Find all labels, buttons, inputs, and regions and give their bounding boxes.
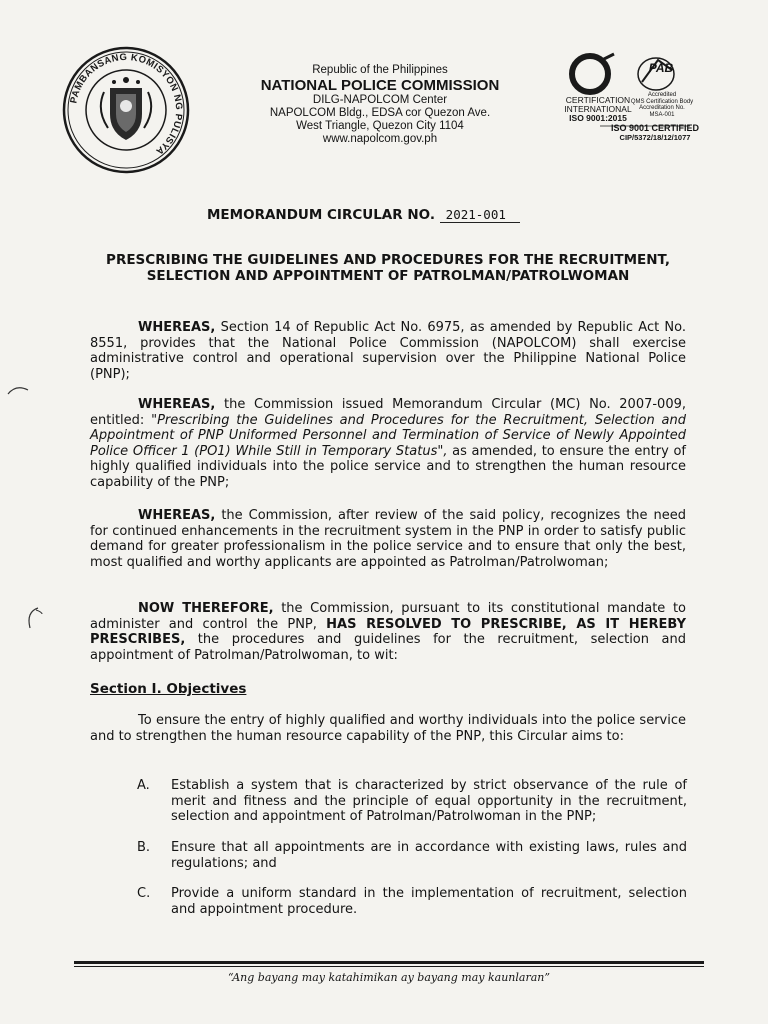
- republic-line: Republic of the Philippines: [312, 64, 448, 76]
- p1-text: Section 14 of Republic Act No. 6975, as amended by Republic Act No. 8551, provides that the National Police Commission (NAPOLCOM) shall exercise administrative control and operational supervision over the Philippine National Police (PNP);: [90, 320, 686, 382]
- p2-text-1: the Commission issued Memorandum Circular (MC) No. 2007-009, entitled:: [90, 397, 686, 428]
- memo-label: MEMORANDUM CIRCULAR NO.: [207, 207, 435, 223]
- pab-label: PAB: [648, 61, 674, 75]
- website-link[interactable]: www.napolcom.gov.ph: [322, 133, 438, 145]
- cert-international-text: [562, 96, 634, 123]
- title-line-1: PRESCRIBING THE GUIDELINES AND PROCEDURES FOR THE RECRUITMENT,: [106, 252, 670, 268]
- p4-bold: HAS RESOLVED TO PRESCRIBE, AS IT HEREBY PRESCRIBES,: [90, 616, 686, 648]
- footer-motto: “Ang bayang may katahimikan ay bayang may kaunlaran”: [228, 971, 550, 984]
- section-1-heading: Section I. Objectives: [90, 681, 247, 697]
- item-text: Provide a uniform standard in the implementation of recruitment, selection and appointment procedure.: [171, 886, 687, 917]
- agency-name: NATIONAL POLICE COMMISSION: [260, 77, 500, 94]
- objective-item-b: [137, 840, 687, 871]
- cert-number: CIP/5372/18/12/1077: [619, 133, 691, 142]
- p1-lead: WHEREAS,: [138, 320, 216, 335]
- whereas-paragraph-2: [90, 397, 686, 491]
- item-text: Ensure that all appointments are in accordance with existing laws, rules and regulations; and: [171, 840, 687, 871]
- section-1-intro: To ensure the entry of highly qualified and worthy individuals into the police service and to strengthen the human resource capability of the PNP, this Circular aims to:: [90, 713, 686, 744]
- p2-text-2: as amended, to ensure the entry of highly qualified individuals into the police service and to strengthen the human resource capability of the PNP;: [90, 443, 686, 490]
- binder-mark-icon: [20, 604, 46, 632]
- p2-italic-title: "Prescribing the Guidelines and Procedures for the Recruitment, Selection and Appointment of PNP Uniformed Personnel and Termination of Service of Newly Appointed Police Officer 1 (PO1) While Still in Temporary Status",: [90, 412, 686, 459]
- item-letter: A.: [137, 778, 150, 793]
- cert-line-2: INTERNATIONAL: [564, 104, 632, 114]
- svg-text:PAMBANSANG KOMISYON NG PULISYA: PAMBANSANG KOMISYON NG PULISYA: [68, 51, 185, 157]
- iso-certified-block: [600, 124, 710, 142]
- address-line-2: West Triangle, Quezon City 1104: [296, 120, 464, 132]
- p4-text-2: the procedures and guidelines for the recruitment, selection and appointment of Patrolman/Patrolwoman, to wit:: [90, 632, 686, 663]
- objective-item-c: [137, 886, 687, 917]
- whereas-paragraph-3: [90, 508, 686, 570]
- p3-text: the Commission, after review of the said policy, recognizes the need for continued enhancements in the recruitment system in the PNP in order to satisfy public demand for greater professionalism in the police service and to ensure that only the best, most qualified and worthy applicants are appointed as Patrolman/Patrolwoman;: [90, 508, 686, 570]
- center-line: DILG-NAPOLCOM Center: [312, 94, 448, 106]
- pab-notes: [630, 92, 694, 118]
- now-therefore-paragraph: [90, 601, 686, 663]
- iso-certified-label: ISO 9001 CERTIFIED: [610, 123, 700, 133]
- item-letter: B.: [137, 840, 151, 855]
- p2-lead: WHEREAS,: [138, 397, 216, 412]
- p3-lead: WHEREAS,: [138, 508, 216, 523]
- pab-note-2: QMS Certification Body: [630, 98, 694, 105]
- pab-note-1: Accredited: [647, 92, 677, 98]
- footer-rule-thick: [74, 961, 704, 964]
- item-text: Establish a system that is characterized by strict observance of the rule of merit and fitness and the principle of equal opportunity in the recruitment, selection and appointment of Patrolman/Patrolwoman in the PNP;: [171, 778, 687, 825]
- pab-note-4: MSA-001: [649, 111, 675, 118]
- p4-text-1: the Commission, pursuant to its constitutional mandate to administer and control the PNP,: [90, 601, 686, 632]
- memo-circular-line: [207, 207, 520, 223]
- cert-line-3: ISO 9001:2015: [569, 113, 627, 123]
- letterhead: [248, 64, 512, 146]
- napolcom-seal-icon: [60, 44, 192, 176]
- p4-lead: NOW THEREFORE,: [138, 601, 274, 616]
- pab-note-3: Accreditation No.: [639, 105, 685, 111]
- title-line-2: SELECTION AND APPOINTMENT OF PATROLMAN/PATROLWOMAN: [146, 268, 630, 284]
- footer-rule-thin: [74, 966, 704, 967]
- memo-number: 2021-001: [440, 207, 520, 223]
- item-letter: C.: [137, 886, 151, 901]
- document-title: [90, 252, 686, 284]
- cert-line-1: CERTIFICATION: [565, 95, 631, 105]
- objective-item-a: [137, 778, 687, 825]
- whereas-paragraph-1: [90, 320, 686, 382]
- binder-mark-icon: [4, 380, 32, 400]
- address-line-1: NAPOLCOM Bldg., EDSA cor Quezon Ave.: [269, 107, 491, 119]
